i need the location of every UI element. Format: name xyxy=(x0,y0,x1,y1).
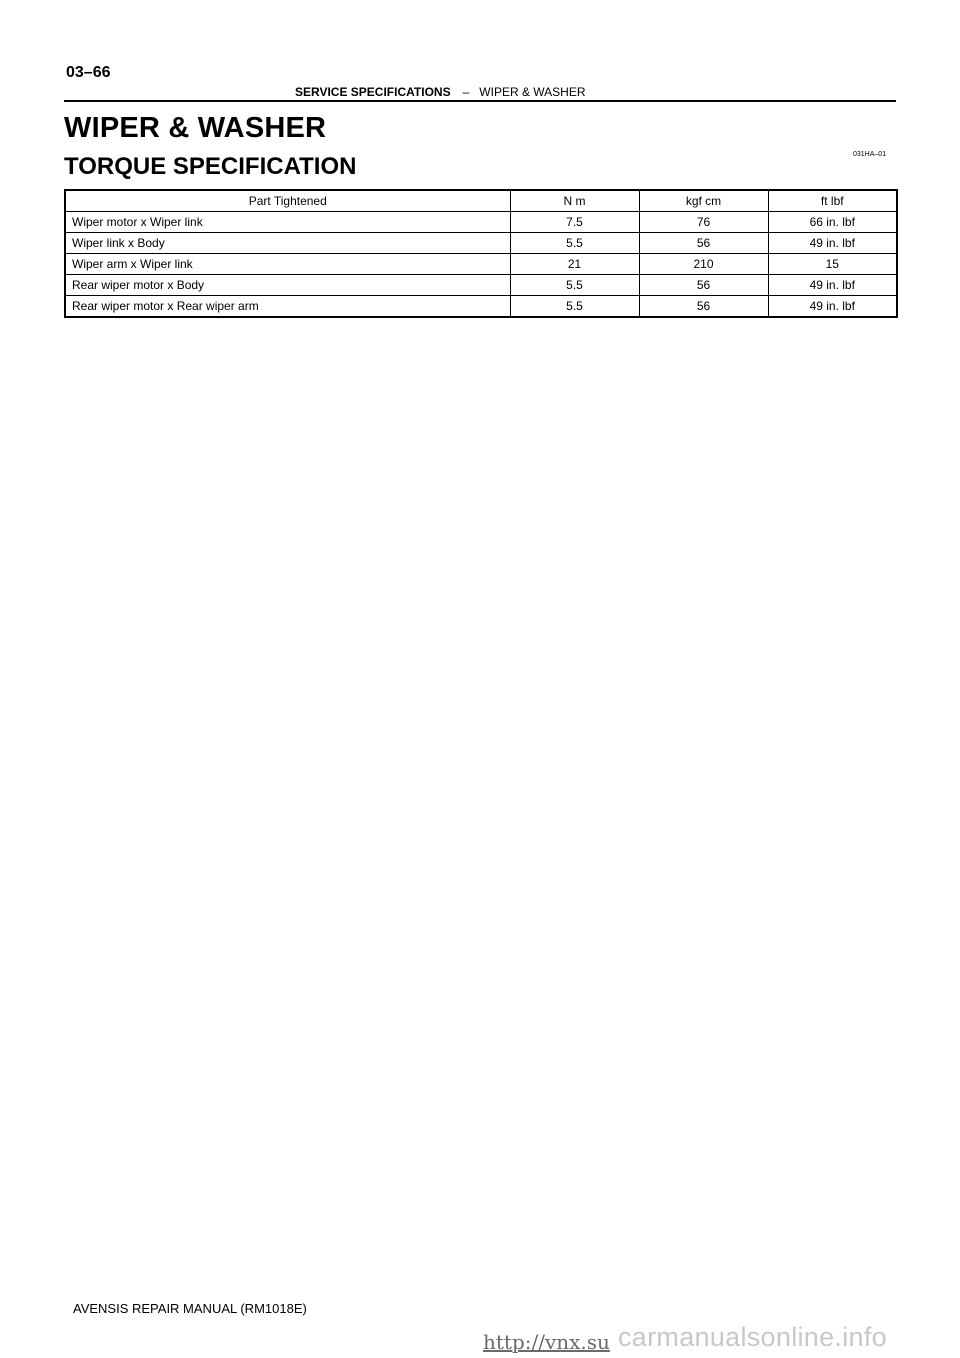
column-header-nm: N m xyxy=(510,190,639,212)
cell-ftlbf: 66 in. lbf xyxy=(768,212,897,233)
cell-part: Wiper link x Body xyxy=(65,233,510,254)
cell-ftlbf: 49 in. lbf xyxy=(768,275,897,296)
section-title: TORQUE SPECIFICATION xyxy=(64,153,357,180)
watermark-site: carmanualsonline.info xyxy=(618,1322,887,1352)
figure-code: 031HA–01 xyxy=(853,151,887,158)
cell-part: Wiper motor x Wiper link xyxy=(65,212,510,233)
cell-kgfcm: 56 xyxy=(639,296,768,318)
running-header xyxy=(295,85,586,99)
cell-nm: 5.5 xyxy=(510,296,639,318)
cell-nm: 5.5 xyxy=(510,275,639,296)
cell-kgfcm: 56 xyxy=(639,233,768,254)
cell-part: Rear wiper motor x Body xyxy=(65,275,510,296)
cell-part: Wiper arm x Wiper link xyxy=(65,254,510,275)
table-row xyxy=(65,233,897,254)
cell-nm: 5.5 xyxy=(510,233,639,254)
table-row xyxy=(65,275,897,296)
header-separator: – xyxy=(462,85,470,99)
cell-nm: 7.5 xyxy=(510,212,639,233)
column-header-ftlbf: ft lbf xyxy=(768,190,897,212)
cell-ftlbf: 49 in. lbf xyxy=(768,296,897,318)
cell-kgfcm: 76 xyxy=(639,212,768,233)
header-section: SERVICE SPECIFICATIONS xyxy=(295,85,451,99)
cell-part: Rear wiper motor x Rear wiper arm xyxy=(65,296,510,318)
torque-spec-table xyxy=(64,189,898,318)
cell-nm: 21 xyxy=(510,254,639,275)
page-title: WIPER & WASHER xyxy=(64,112,327,144)
column-header-part: Part Tightened xyxy=(65,190,510,212)
page-number: 03–66 xyxy=(66,64,111,81)
table-row xyxy=(65,254,897,275)
cell-ftlbf: 49 in. lbf xyxy=(768,233,897,254)
watermark-link[interactable]: http://vnx.su xyxy=(483,1330,610,1354)
table-header-row xyxy=(65,190,897,212)
table-row xyxy=(65,212,897,233)
cell-kgfcm: 210 xyxy=(639,254,768,275)
header-subsection: WIPER & WASHER xyxy=(479,85,586,99)
header-rule xyxy=(64,100,896,102)
cell-ftlbf: 15 xyxy=(768,254,897,275)
column-header-kgfcm: kgf cm xyxy=(639,190,768,212)
cell-kgfcm: 56 xyxy=(639,275,768,296)
table-row xyxy=(65,296,897,318)
page-footer: AVENSIS REPAIR MANUAL (RM1018E) xyxy=(73,1301,307,1316)
